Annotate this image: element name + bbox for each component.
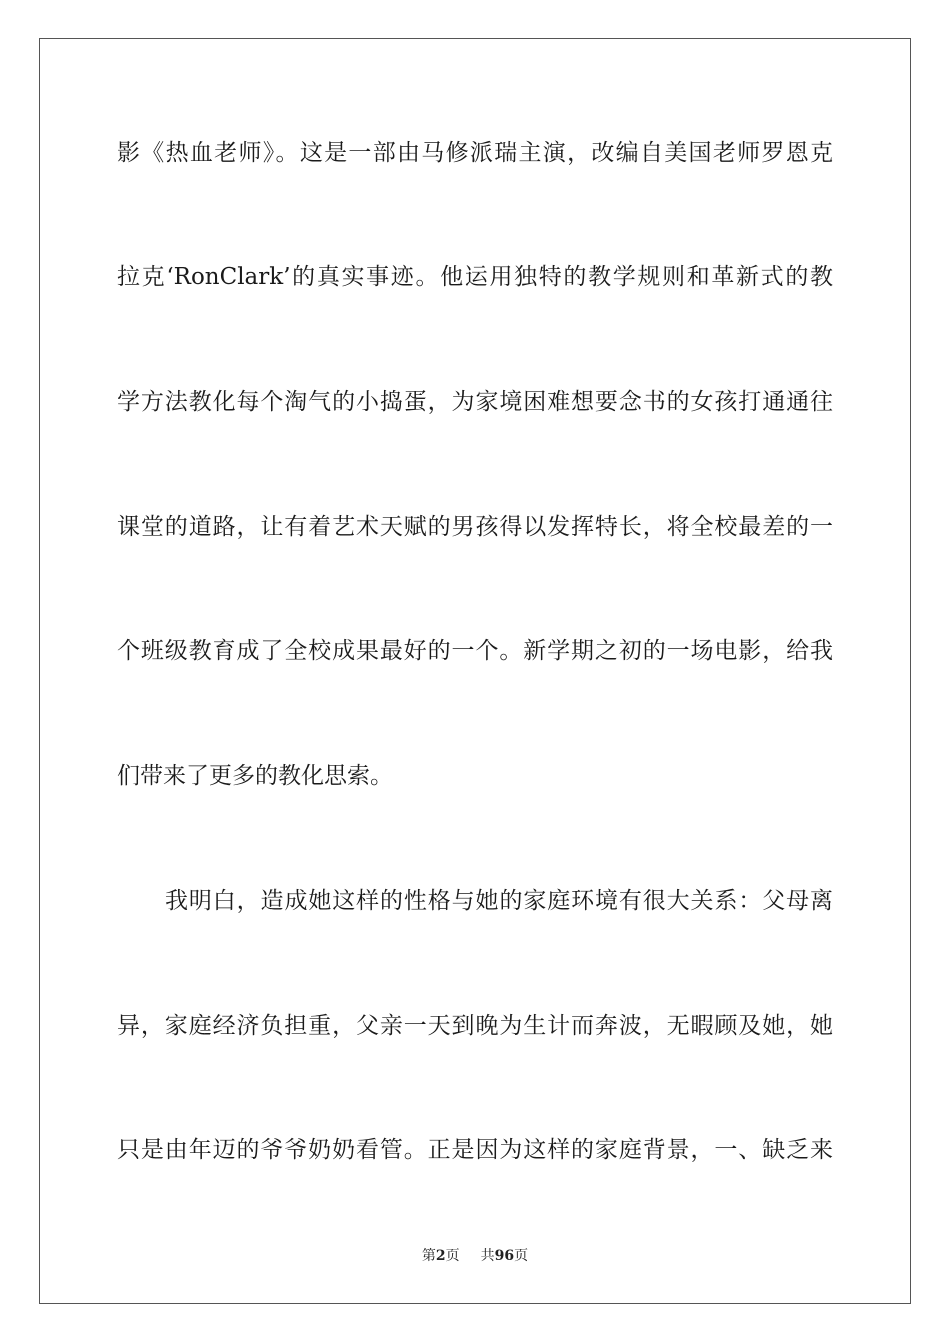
text-line-3: 学方法教化每个淘气的小捣蛋，为家境困难想要念书的女孩打通通往 (117, 389, 833, 415)
text-line-6: 们带来了更多的教化思索。 (117, 763, 393, 789)
text-line-9: 只是由年迈的爷爷奶奶看管。正是因为这样的家庭背景，一、缺乏来 (117, 1137, 833, 1163)
page-suffix: 页 (445, 1248, 460, 1264)
page-border (39, 38, 911, 1304)
text-line-1: 影《热血老师》。这是一部由马修派瑞主演，改编自美国老师罗恩克 (117, 140, 833, 166)
total-suffix: 页 (514, 1248, 529, 1264)
page-footer (0, 1246, 950, 1266)
text-line-2: 拉克‘RonClark’的真实事迹。他运用独特的教学规则和革新式的教 (117, 264, 833, 290)
text-line-8: 异，家庭经济负担重，父亲一天到晚为生计而奔波，无暇顾及她，她 (117, 1013, 833, 1039)
page-number: 2 (435, 1248, 446, 1264)
text-line-5: 个班级教育成了全校成果最好的一个。新学期之初的一场电影，给我 (117, 638, 833, 664)
page-prefix: 第 (421, 1248, 436, 1264)
total-pages: 96 (494, 1248, 515, 1264)
text-line-7: 我明白，造成她这样的性格与她的家庭环境有很大关系：父母离 (165, 888, 833, 914)
total-prefix: 共 (480, 1248, 495, 1264)
text-line-4: 课堂的道路，让有着艺术天赋的男孩得以发挥特长，将全校最差的一 (117, 514, 833, 540)
